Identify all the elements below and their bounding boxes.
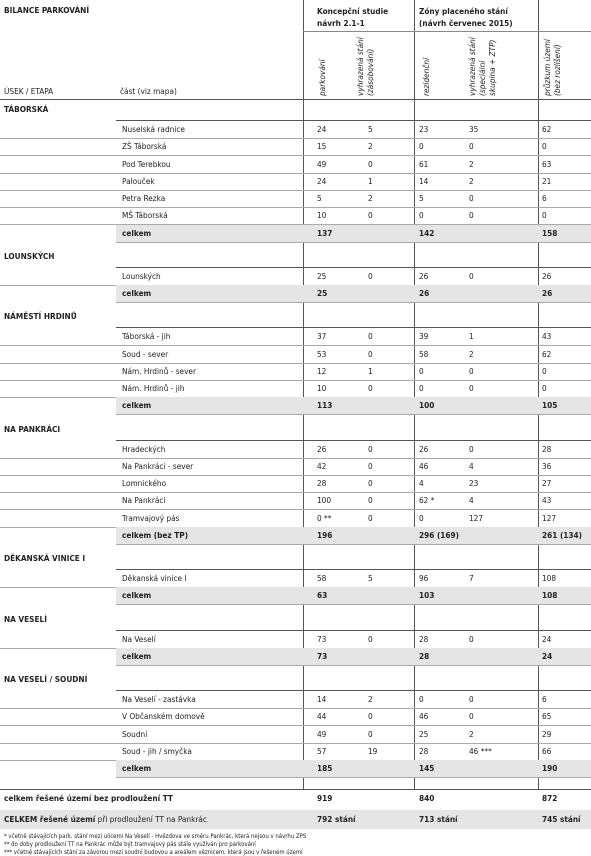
cell-value: 196 — [317, 529, 333, 540]
row-label: Palouček — [122, 175, 155, 186]
row-label: Nám. Hrdinů - sever — [122, 365, 196, 376]
table-row — [0, 156, 591, 173]
header-group-zones-line2: (návrh červenec 2015) — [419, 18, 513, 28]
cell-value: 26 — [317, 443, 327, 454]
cell-value: 28 — [419, 745, 429, 756]
row-rule — [116, 242, 591, 243]
cell-value: 5 — [317, 193, 322, 203]
cell-value: 58 — [419, 348, 429, 359]
row-label: Nuselská radnice — [122, 124, 185, 134]
cell-value: 58 — [317, 573, 327, 583]
cell-value: 46 — [419, 460, 429, 471]
cell-value: 0 — [469, 270, 474, 281]
row-label: celkem — [122, 763, 152, 773]
summary-total-value: 745 stání — [542, 813, 581, 824]
table-total-row — [116, 760, 591, 777]
cell-value: 2 — [469, 158, 474, 169]
cell-value: 0 — [368, 728, 373, 739]
row-label: Táborská - jih — [122, 331, 171, 342]
cell-value: 145 — [419, 763, 435, 773]
header-vyhrazena-1-line1: vyhrazená stání — [355, 37, 365, 96]
footnote: * včetně stávajících park. stání mezi ulicemi Na Veselí - Hvězdova ve směru Pankrác, která nejsou v návrhu ZPS — [4, 832, 307, 840]
cell-value: 2 — [469, 175, 474, 186]
header-vyhrazena-1 — [355, 37, 375, 96]
cell-value: 44 — [317, 711, 327, 722]
cell-value: 0 — [368, 443, 373, 454]
table-row — [0, 743, 591, 760]
cell-value: 53 — [317, 348, 327, 359]
header-pruzkum-line2: (bez rozlišení) — [552, 44, 562, 96]
summary-total-row — [0, 810, 591, 829]
cell-value: 0 ** — [317, 512, 332, 523]
table-row — [0, 441, 591, 458]
cell-value: 1 — [368, 175, 373, 186]
cell-value: 0 — [368, 460, 373, 471]
cell-value: 0 — [419, 694, 424, 704]
section-heading: LOUNSKÝCH — [4, 250, 55, 261]
cell-value: 105 — [542, 400, 558, 411]
table-row — [0, 631, 591, 648]
cell-value: 100 — [317, 495, 332, 506]
cell-value: 0 — [469, 141, 474, 152]
table-row — [0, 510, 591, 527]
table-title: BILANCE PARKOVÁNÍ — [4, 5, 90, 15]
footnote: *** včetně stávajících stání za závorou mezi soudní budovou a areálem věznicem, která jsou v řešeném území — [4, 848, 303, 856]
cell-value: 5 — [419, 193, 424, 203]
cell-value: 25 — [419, 728, 429, 739]
table-row — [0, 328, 591, 345]
cell-value: 96 — [419, 573, 429, 583]
cell-value: 24 — [317, 124, 327, 134]
cell-value: 73 — [317, 650, 328, 661]
cell-value: 0 — [542, 210, 547, 221]
row-rule — [116, 414, 591, 415]
cell-value: 0 — [469, 694, 474, 704]
cell-value: 28 — [419, 650, 430, 661]
cell-value: 113 — [317, 400, 333, 411]
table-total-row — [116, 587, 591, 604]
header-vyhrazena-2-line1: vyhrazená stání — [467, 37, 477, 96]
table-row — [0, 475, 591, 492]
cell-value: 0 — [542, 383, 547, 393]
cell-value: 73 — [317, 633, 327, 644]
cell-value: 28 — [542, 443, 552, 454]
cell-value: 0 — [368, 348, 373, 359]
cell-value: 62 — [542, 348, 552, 359]
cell-value: 49 — [317, 728, 327, 739]
cell-value: 46 — [419, 711, 429, 722]
row-label: V Občanském domově — [122, 711, 205, 722]
cell-value: 108 — [542, 573, 557, 583]
cell-value: 0 — [368, 210, 373, 221]
cell-value: 5 — [368, 573, 373, 583]
header-pruzkum-line1: průzkum území — [542, 39, 552, 96]
row-label: celkem (bez TP) — [122, 529, 189, 540]
header-rotated-labels — [0, 0, 591, 99]
cell-value: 4 — [469, 460, 474, 471]
summary-row — [0, 790, 591, 807]
cell-value: 0 — [419, 512, 424, 523]
cell-value: 25 — [317, 270, 327, 281]
cell-value: 0 — [368, 478, 373, 488]
header-cast: část (viz mapa) — [120, 86, 177, 96]
cell-value: 46 *** — [469, 745, 492, 756]
cell-value: 61 — [419, 158, 429, 169]
table-row — [0, 691, 591, 708]
row-label: Petra Rezka — [122, 193, 166, 203]
cell-value: 0 — [469, 443, 474, 454]
row-label: MŠ Táborská — [122, 210, 168, 221]
cell-value: 21 — [542, 175, 552, 186]
summary-total-label — [4, 810, 207, 829]
row-rule — [116, 777, 591, 778]
cell-value: 0 — [419, 210, 424, 221]
row-label: Soud - sever — [122, 348, 169, 359]
section-heading: NÁMĚSTÍ HRDINŮ — [4, 311, 77, 322]
cell-value: 261 (134) — [542, 529, 583, 540]
cell-value: 0 — [368, 383, 373, 393]
row-label: Děkanská vinice I — [122, 573, 187, 583]
row-label: Na Veselí - zastávka — [122, 694, 196, 704]
table-total-row — [116, 397, 591, 414]
cell-value: 0 — [542, 365, 547, 376]
summary-value: 919 — [317, 793, 333, 804]
cell-value: 23 — [419, 124, 429, 134]
cell-value: 10 — [317, 383, 327, 393]
row-label: celkem — [122, 400, 152, 411]
row-label: Nám. Hrdinů - jih — [122, 383, 185, 393]
row-label: celkem — [122, 288, 152, 298]
row-label: Pod Terebkou — [122, 158, 171, 169]
cell-value: 2 — [368, 141, 373, 152]
cell-value: 142 — [419, 227, 435, 238]
cell-value: 62 * — [419, 495, 435, 506]
section-heading: DĚKANSKÁ VINICE I — [4, 553, 86, 563]
row-label: Lomnického — [122, 478, 167, 488]
cell-value: 35 — [469, 124, 479, 134]
cell-value: 0 — [368, 158, 373, 169]
header-pruzkum — [542, 39, 562, 96]
cell-value: 0 — [368, 331, 373, 342]
cell-value: 0 — [469, 711, 474, 722]
row-label: Lounských — [122, 270, 161, 281]
cell-value: 185 — [317, 763, 333, 773]
table-row — [0, 708, 591, 725]
cell-value: 24 — [542, 650, 553, 661]
cell-value: 28 — [419, 633, 429, 644]
cell-value: 296 (169) — [419, 529, 460, 540]
cell-value: 28 — [317, 478, 327, 488]
section-heading: NA VESELÍ / SOUDNÍ — [4, 674, 88, 684]
row-label: Na Pankráci - sever — [122, 460, 194, 471]
summary-value: 872 — [542, 793, 558, 804]
cell-value: 6 — [542, 694, 547, 704]
cell-value: 0 — [469, 633, 474, 644]
table-total-row — [116, 527, 591, 544]
cell-value: 26 — [419, 288, 430, 298]
summary-total-value: 792 stání — [317, 813, 356, 824]
header-group-zones-line1: Zóny placeného stání — [419, 6, 508, 16]
row-rule — [116, 604, 591, 605]
table-total-row — [116, 225, 591, 242]
table-total-row — [116, 285, 591, 302]
cell-value: 23 — [469, 478, 479, 488]
summary-label: celkem řešené území bez prodloužení TT — [4, 793, 173, 804]
row-label: ZŠ Táborská — [122, 141, 167, 152]
cell-value: 0 — [469, 383, 474, 393]
cell-value: 0 — [368, 495, 373, 506]
cell-value: 190 — [542, 763, 558, 773]
summary-value: 840 — [419, 793, 435, 804]
cell-value: 49 — [317, 158, 327, 169]
cell-value: 10 — [317, 210, 327, 221]
cell-value: 4 — [469, 495, 474, 506]
cell-value: 12 — [317, 365, 327, 376]
cell-value: 24 — [317, 175, 327, 186]
row-label: celkem — [122, 590, 152, 601]
table-row — [0, 190, 591, 207]
cell-value: 65 — [542, 711, 552, 722]
cell-value: 0 — [469, 365, 474, 376]
cell-value: 2 — [368, 694, 373, 704]
section-heading: NA PANKRÁCI — [4, 423, 61, 434]
table-row — [0, 121, 591, 138]
table-row — [0, 268, 591, 285]
header-vyhrazena-2 — [467, 37, 497, 96]
header-group-concept-line1: Koncepční studie — [317, 6, 389, 16]
summary-total-value: 713 stání — [419, 813, 458, 824]
cell-value: 15 — [317, 141, 327, 152]
cell-value: 39 — [419, 331, 429, 342]
table-row — [0, 380, 591, 397]
cell-value: 26 — [419, 443, 429, 454]
row-label: Soud - jih / smyčka — [122, 745, 192, 756]
header-rezidencni: rezidenční — [421, 57, 431, 96]
cell-value: 0 — [368, 711, 373, 722]
cell-value: 42 — [317, 460, 327, 471]
cell-value: 0 — [419, 141, 424, 152]
cell-value: 66 — [542, 745, 552, 756]
row-rule — [116, 544, 591, 545]
table-row — [0, 346, 591, 363]
row-label: celkem — [122, 227, 152, 238]
cell-value: 26 — [419, 270, 429, 281]
cell-value: 2 — [469, 348, 474, 359]
cell-value: 0 — [542, 141, 547, 152]
cell-value: 37 — [317, 331, 327, 342]
table-row — [0, 570, 591, 587]
cell-value: 0 — [469, 193, 474, 203]
cell-value: 0 — [469, 210, 474, 221]
row-rule — [116, 302, 591, 303]
cell-value: 24 — [542, 633, 552, 644]
cell-value: 127 — [469, 512, 484, 523]
cell-value: 26 — [542, 270, 552, 281]
cell-value: 25 — [317, 288, 328, 298]
table-row — [0, 726, 591, 743]
table-row — [0, 458, 591, 475]
summary-total-label-rest: při prodloužení TT na Pankrác — [95, 813, 207, 824]
cell-value: 26 — [542, 288, 553, 298]
cell-value: 6 — [542, 193, 547, 203]
cell-value: 43 — [542, 495, 552, 506]
cell-value: 0 — [368, 270, 373, 281]
cell-value: 2 — [368, 193, 373, 203]
header-parkovani: parkování — [317, 59, 327, 96]
table-row — [0, 363, 591, 380]
cell-value: 27 — [542, 478, 552, 488]
cell-value: 0 — [419, 365, 424, 376]
cell-value: 36 — [542, 460, 552, 471]
row-label: Hradeckých — [122, 443, 166, 454]
cell-value: 14 — [419, 175, 429, 186]
row-label: Tramvajový pás — [122, 512, 180, 523]
row-label: Na Veselí — [122, 633, 156, 644]
header-group-concept-line2: návrh 2.1-1 — [317, 18, 365, 28]
cell-value: 43 — [542, 331, 552, 342]
cell-value: 14 — [317, 694, 327, 704]
table-total-row — [116, 648, 591, 665]
section-heading: NA VESELÍ — [4, 613, 47, 624]
cell-value: 127 — [542, 512, 557, 523]
cell-value: 0 — [368, 512, 373, 523]
row-label: celkem — [122, 650, 152, 661]
cell-value: 137 — [317, 227, 333, 238]
summary-total-label-bold: CELKEM řešené území — [4, 813, 96, 824]
table-row — [0, 138, 591, 155]
section-heading: TÁBORSKÁ — [4, 104, 49, 114]
cell-value: 19 — [368, 745, 378, 756]
cell-value: 2 — [469, 728, 474, 739]
cell-value: 0 — [419, 383, 424, 393]
cell-value: 158 — [542, 227, 558, 238]
cell-value: 63 — [317, 590, 328, 601]
table-row — [0, 207, 591, 224]
table-row — [0, 492, 591, 509]
header-usek: ÚSEK / ETAPA — [4, 86, 54, 96]
cell-value: 100 — [419, 400, 435, 411]
cell-value: 29 — [542, 728, 552, 739]
cell-value: 0 — [368, 633, 373, 644]
row-label: Soudní — [122, 728, 148, 739]
header-vyhrazena-1-line2: (zásobování) — [365, 48, 375, 96]
cell-value: 5 — [368, 124, 373, 134]
header-vyhrazena-2-line2: (speciální — [477, 60, 487, 96]
cell-value: 7 — [469, 573, 474, 583]
footnote: ** do doby prodloužení TT na Pankrác může být tramvajový pás stále využíván pro parkování — [4, 840, 256, 848]
cell-value: 1 — [368, 365, 373, 376]
cell-value: 62 — [542, 124, 552, 134]
header-bottom-rule — [0, 99, 591, 100]
table-row — [0, 173, 591, 190]
cell-value: 1 — [469, 331, 474, 342]
cell-value: 103 — [419, 590, 435, 601]
row-label: Na Pankráci — [122, 495, 166, 506]
cell-value: 57 — [317, 745, 327, 756]
row-rule — [116, 665, 591, 666]
cell-value: 108 — [542, 590, 558, 601]
header-vyhrazena-2-line3: skupina + ZTP) — [487, 39, 497, 96]
cell-value: 4 — [419, 478, 424, 488]
cell-value: 63 — [542, 158, 552, 169]
